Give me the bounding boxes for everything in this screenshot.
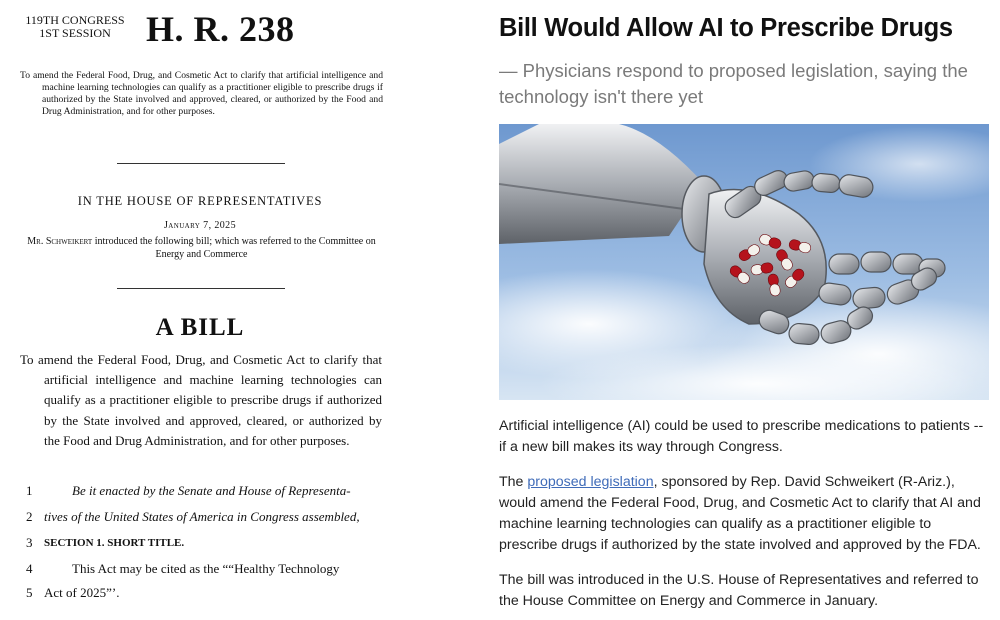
congress-session-block	[20, 14, 130, 40]
bill-line	[0, 509, 400, 529]
line-number: 2	[26, 509, 33, 524]
introduction-statement	[20, 235, 383, 261]
introduction-text: introduced the following bill; which was referred to the Committee on Energy and Commerce	[92, 236, 376, 260]
section-title: SECTION 1. SHORT TITLE.	[44, 537, 185, 549]
bill-heading: A BILL	[155, 314, 245, 341]
line-text: tives of the United States of America in Congress assembled,	[44, 509, 360, 524]
proposed-legislation-link[interactable]: proposed legislation	[527, 474, 654, 490]
bill-line	[0, 483, 400, 503]
bill-number: H. R. 238	[146, 9, 295, 49]
article-subheadline: — Physicians respond to proposed legislation, saying the technology isn't there yet	[499, 60, 968, 107]
paragraph-2-text: , sponsored by Rep. David Schweikert (R-Ariz.), would amend the Federal Food, Drug, and Cosmetic Act to clarify that AI and machine learning technologies can qualify as a practitioner eligible to prescribe drugs if authorized by the state involved and approved by the FDA.	[499, 474, 981, 553]
line-number: 3	[26, 535, 33, 550]
article-paragraph-1: Artificial intelligence (AI) could be used to prescribe medications to patients -- if a new bill makes its way through Congress.	[499, 418, 984, 455]
line-number: 1	[26, 483, 33, 498]
line-number: 4	[26, 561, 33, 576]
line-text: This Act may be cited as the ““Healthy Technology	[72, 561, 340, 576]
sponsor-name: Mr. Schweikert	[27, 236, 93, 247]
bill-document	[0, 0, 400, 620]
article-paragraph-3: The bill was introduced in the U.S. House of Representatives and referred to the House Committee on Energy and Commerce in January.	[499, 572, 979, 609]
paragraph-2-prefix: The	[499, 474, 528, 490]
line-text: Be it enacted by the Senate and House of Representa-	[72, 483, 351, 498]
article-paragraph-2	[499, 472, 991, 556]
divider-rule	[117, 288, 285, 289]
bill-line	[0, 585, 400, 605]
bill-line	[0, 535, 400, 555]
divider-rule	[117, 163, 285, 164]
introduction-date: January 7, 2025	[164, 220, 236, 231]
article-headline: Bill Would Allow AI to Prescribe Drugs	[499, 14, 953, 42]
bill-purpose-summary: To amend the Federal Food, Drug, and Cosmetic Act to clarify that artificial intelligence and machine learning technologies can qualify as a practitioner eligible to prescribe drugs if authorized by the State involved and approved, cleared, or authorized by the Food and Drug Administration, and for other purposes.	[20, 70, 383, 117]
bill-line	[0, 561, 400, 581]
line-number: 5	[26, 585, 33, 600]
news-article	[499, 0, 994, 620]
chamber-heading: IN THE HOUSE OF REPRESENTATIVES	[77, 194, 323, 208]
congress-label: 119TH CONGRESS	[25, 13, 125, 27]
session-label: 1ST SESSION	[39, 26, 111, 40]
line-text: Act of 2025”’.	[44, 585, 120, 600]
bill-purpose-full: To amend the Federal Food, Drug, and Cosmetic Act to clarify that artificial intelligence and machine learning technologies can qualify as a practitioner eligible to prescribe drugs if authorized by the State involved and approved, cleared, or authorized by the Food and Drug Administration, and for other purposes.	[20, 352, 382, 448]
robot-hand-pills-image	[499, 124, 989, 400]
